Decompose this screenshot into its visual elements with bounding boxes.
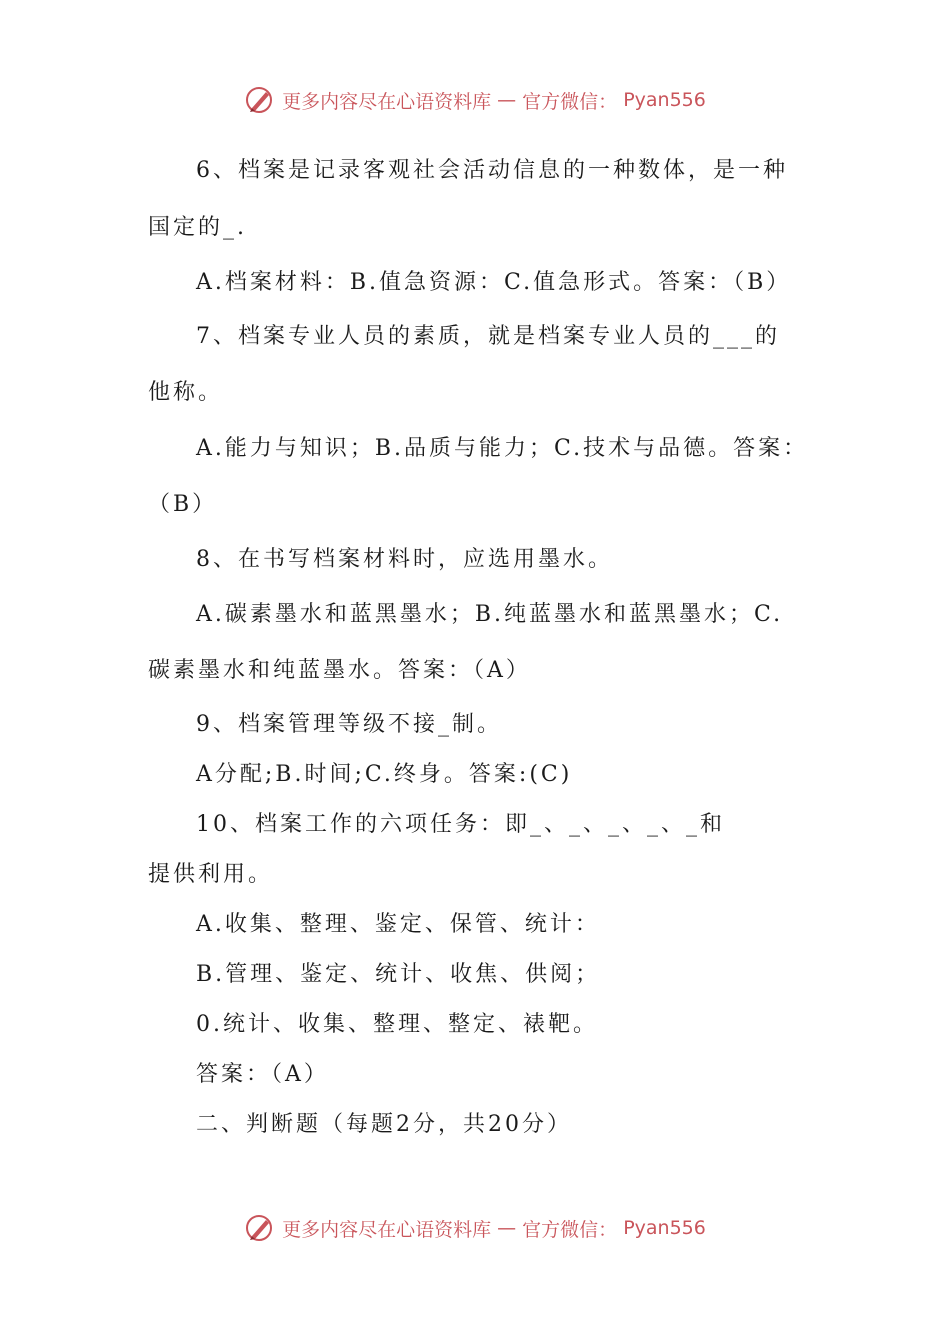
text-line: 二、判断题（每题2分，共20分） <box>196 1112 572 1137</box>
watermark-wechat-label: 官方微信： <box>522 1218 618 1241</box>
text-line: 6、档案是记录客观社会活动信息的一种数体，是一种 <box>196 158 788 183</box>
text-line: 他称。 <box>148 380 224 405</box>
watermark-wechat-label: 官方微信： <box>522 90 618 113</box>
text-line: 8、在书写档案材料时，应选用墨水。 <box>196 547 613 572</box>
watermark-site-text: 更多内容尽在心语资料库 <box>282 90 492 113</box>
watermark-site-text: 更多内容尽在心语资料库 <box>282 1218 492 1241</box>
text-line: A.收集、整理、鉴定、保管、统计： <box>196 912 600 937</box>
text-line: A分配;B.时间;C.终身。答案:(C) <box>196 762 573 787</box>
text-line: 碳素墨水和纯蓝墨水。答案：（A） <box>148 658 531 683</box>
text-line: 国定的_. <box>148 215 247 240</box>
watermark-wechat-id: Pyan556 <box>623 89 706 111</box>
text-line: （B） <box>148 492 218 517</box>
watermark-header <box>0 84 950 116</box>
text-line: A.碳素墨水和蓝黑墨水；B.纯蓝墨水和蓝黑墨水；C. <box>196 602 784 627</box>
text-line: B.管理、鉴定、统计、收焦、供阅； <box>196 962 601 987</box>
text-line: 答案：（A） <box>196 1062 329 1087</box>
text-line: A.能力与知识；B.品质与能力；C.技术与品德。答案： <box>196 436 809 461</box>
watermark-separator: — <box>497 1217 517 1239</box>
pen-logo-icon <box>244 84 276 116</box>
text-line: 0.统计、收集、整理、整定、裱靶。 <box>196 1012 598 1037</box>
text-line: 10、档案工作的六项任务：即_、_、_、_、_和 <box>196 812 725 837</box>
text-line: 提供利用。 <box>148 862 274 887</box>
pen-logo-icon <box>244 1212 276 1244</box>
text-line: 9、档案管理等级不接_制。 <box>196 712 502 737</box>
watermark-separator: — <box>497 89 517 111</box>
watermark-footer <box>0 1212 950 1244</box>
watermark-wechat-id: Pyan556 <box>623 1217 706 1239</box>
text-line: A.档案材料：B.值急资源：C.值急形式。答案：（B） <box>196 270 792 295</box>
text-line: 7、档案专业人员的素质，就是档案专业人员的___的 <box>196 324 780 349</box>
